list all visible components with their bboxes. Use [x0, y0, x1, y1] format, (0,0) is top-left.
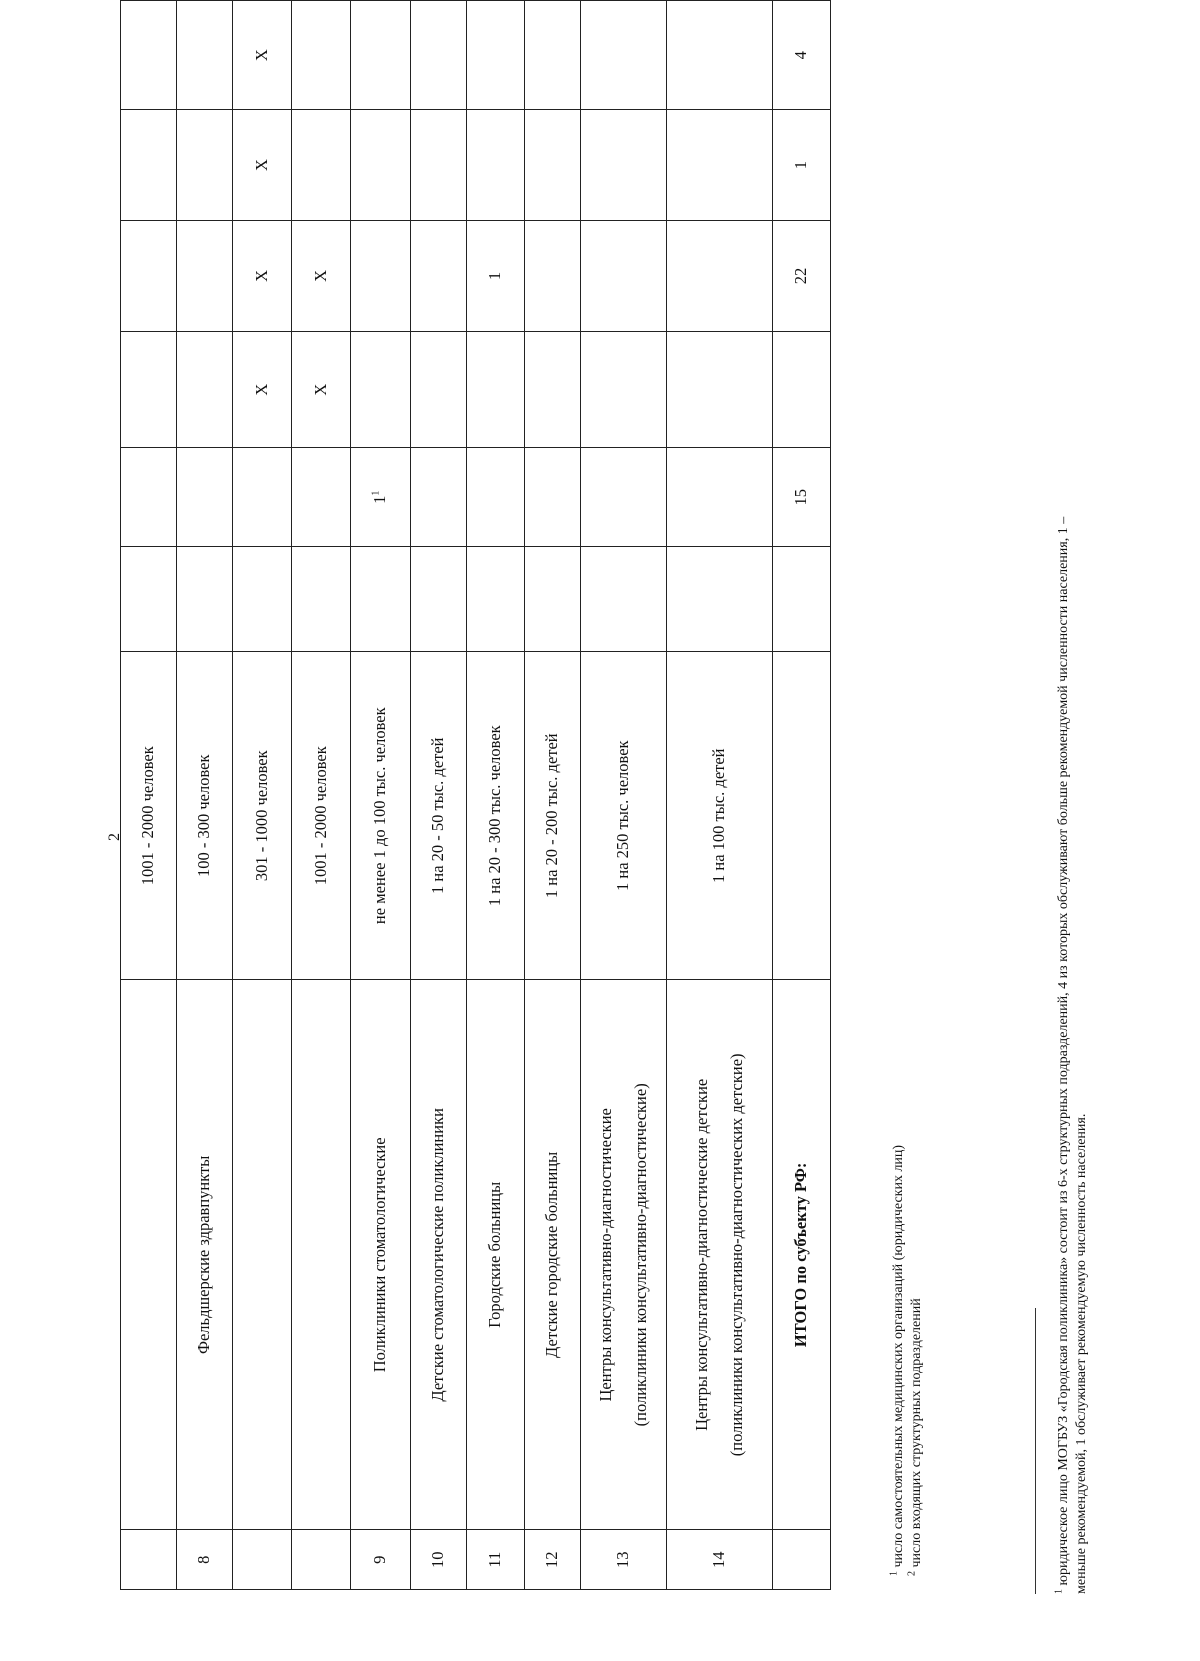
footnote-marker: 1: [370, 490, 382, 496]
cell-col4: [233, 547, 292, 652]
cell-col6: [525, 332, 581, 448]
footnote-text: юридическое лицо МОГБУЗ «Городская поликлиника» состоит из 6-х структурных подразделений, 4 из которых обслуживают больше рекомендуемой численности населения, 1 –: [1056, 516, 1071, 1586]
cell-col8: [121, 110, 177, 220]
facility-type-line: Центры консультативно-диагностические: [596, 1108, 616, 1402]
cell-col4: [351, 547, 411, 652]
cell-col9: [292, 1, 351, 110]
facility-type: [581, 980, 667, 1530]
table-body: [121, 1, 831, 1590]
facility-type: [292, 980, 351, 1530]
cell-col7: X: [233, 220, 292, 331]
cell-col5: [233, 448, 292, 547]
cell-col7: [525, 220, 581, 331]
coverage-norm: 1001 - 2000 человек: [292, 652, 351, 980]
cell-col9: [667, 1, 773, 110]
row-number: 8: [177, 1530, 233, 1590]
cell-col5: [121, 448, 177, 547]
cell-col5: [467, 448, 525, 547]
footnote-divider: [1035, 1308, 1036, 1594]
cell-col6: X: [233, 332, 292, 448]
cell-col7: [351, 220, 411, 331]
facility-type-line: (поликлиники консультативно-диагностических детские): [726, 1053, 746, 1457]
cell-col6: [177, 332, 233, 448]
cell-col5: [177, 448, 233, 547]
cell-col4: [411, 547, 467, 652]
cell-col7: 1: [467, 220, 525, 331]
cell-col8: X: [233, 110, 292, 220]
total-col5: 15: [773, 448, 831, 547]
cell-col5: [411, 448, 467, 547]
cell-col9: [581, 1, 667, 110]
table-row: [467, 1, 525, 1590]
table-row: [121, 1, 177, 1590]
row-number: 10: [411, 1530, 467, 1590]
cell-col7: [121, 220, 177, 331]
table-row: [177, 1, 233, 1590]
cell-col9: [525, 1, 581, 110]
coverage-norm: 100 - 300 человек: [177, 652, 233, 980]
cell-col5: [525, 448, 581, 547]
row-number: 13: [581, 1530, 667, 1590]
table-row: [411, 1, 467, 1590]
facility-type-line: (поликлиники консультативно-диагностические): [630, 1083, 650, 1427]
cell-col8: [525, 110, 581, 220]
cell-col4: [292, 547, 351, 652]
cell-col6: [121, 332, 177, 448]
cell-col9: X: [233, 1, 292, 110]
cell-col8: [581, 110, 667, 220]
cell-col4: [525, 547, 581, 652]
row-number: [773, 1530, 831, 1590]
total-label: ИТОГО по субъекту РФ:: [773, 980, 831, 1530]
cell-col8: [292, 110, 351, 220]
cell-col8: [177, 110, 233, 220]
table-row: [667, 1, 773, 1590]
note-text: число самостоятельных медицинских организаций (юридических лиц): [891, 1144, 906, 1568]
facility-type: Детские стоматологические поликлиники: [411, 980, 467, 1530]
row-number: [121, 1530, 177, 1590]
cell-col7: [667, 220, 773, 331]
table-row: [525, 1, 581, 1590]
facility-type-line: Центры консультативно-диагностические детские: [692, 1078, 712, 1431]
cell-col9: [121, 1, 177, 110]
table-row: [581, 1, 667, 1590]
row-number: [233, 1530, 292, 1590]
coverage-norm: 1 на 250 тыс. человек: [581, 652, 667, 980]
footnote-line: меньше рекомендуемой, 1 обслуживает рекомендуемую численность населения.: [1074, 1113, 1090, 1594]
table-row: [233, 1, 292, 1590]
cell-col5: [581, 448, 667, 547]
cell-col6: [411, 332, 467, 448]
cell-col9: [177, 1, 233, 110]
coverage-norm: не менее 1 до 100 тыс. человек: [351, 652, 411, 980]
total-col8: 1: [773, 110, 831, 220]
facilities-table: [120, 0, 831, 1590]
note-marker: 1: [888, 1571, 900, 1576]
table-row: [292, 1, 351, 1590]
cell-col6: [667, 332, 773, 448]
cell-col4: [467, 547, 525, 652]
row-number: 14: [667, 1530, 773, 1590]
cell-col4: [581, 547, 667, 652]
cell-value: 1: [370, 495, 390, 504]
total-col9: 4: [773, 1, 831, 110]
cell-col9: [411, 1, 467, 110]
total-col4: [773, 547, 831, 652]
table-row: [773, 1, 831, 1590]
note-marker: 2: [906, 1571, 918, 1576]
page-number: 2: [106, 833, 123, 841]
cell-col6: [581, 332, 667, 448]
coverage-norm: 1001 - 2000 человек: [121, 652, 177, 980]
table-note: [908, 1145, 926, 1576]
footnote-line: [1055, 104, 1073, 1594]
table-row: [351, 1, 411, 1590]
note-text: число входящих структурных подразделений: [909, 1298, 925, 1568]
row-number: 11: [467, 1530, 525, 1590]
facility-type: Фельдшерские здравпункты: [177, 980, 233, 1530]
cell-col9: [467, 1, 525, 110]
cell-col8: [351, 110, 411, 220]
cell-col9: [351, 1, 411, 110]
coverage-norm: 1 на 20 - 300 тыс. человек: [467, 652, 525, 980]
page-footnote: [1055, 104, 1091, 1594]
table-note: [890, 1145, 908, 1576]
total-col7: 22: [773, 220, 831, 331]
cell-col8: [467, 110, 525, 220]
cell-col7: X: [292, 220, 351, 331]
coverage-norm: 1 на 100 тыс. детей: [667, 652, 773, 980]
facility-type: Детские городские больницы: [525, 980, 581, 1530]
cell-col4: [667, 547, 773, 652]
coverage-norm: [773, 652, 831, 980]
row-number: [292, 1530, 351, 1590]
facility-type: [233, 980, 292, 1530]
cell-col4: [121, 547, 177, 652]
facility-type: [121, 980, 177, 1530]
facility-type: [667, 980, 773, 1530]
cell-col5: [351, 448, 411, 547]
facility-type: Городские больницы: [467, 980, 525, 1530]
coverage-norm: 301 - 1000 человек: [233, 652, 292, 980]
cell-col7: [411, 220, 467, 331]
coverage-norm: 1 на 20 - 50 тыс. детей: [411, 652, 467, 980]
cell-col5: [667, 448, 773, 547]
total-col6: [773, 332, 831, 448]
cell-col8: [667, 110, 773, 220]
cell-col4: [177, 547, 233, 652]
cell-col8: [411, 110, 467, 220]
cell-col5: [292, 448, 351, 547]
table-notes: [890, 1145, 926, 1576]
facility-type: Поликлиники стоматологические: [351, 980, 411, 1530]
row-number: 9: [351, 1530, 411, 1590]
coverage-norm: 1 на 20 - 200 тыс. детей: [525, 652, 581, 980]
cell-col6: [351, 332, 411, 448]
row-number: 12: [525, 1530, 581, 1590]
cell-col6: X: [292, 332, 351, 448]
cell-col7: [177, 220, 233, 331]
footnote-marker: 1: [1053, 1589, 1065, 1594]
cell-col6: [467, 332, 525, 448]
cell-col7: [581, 220, 667, 331]
